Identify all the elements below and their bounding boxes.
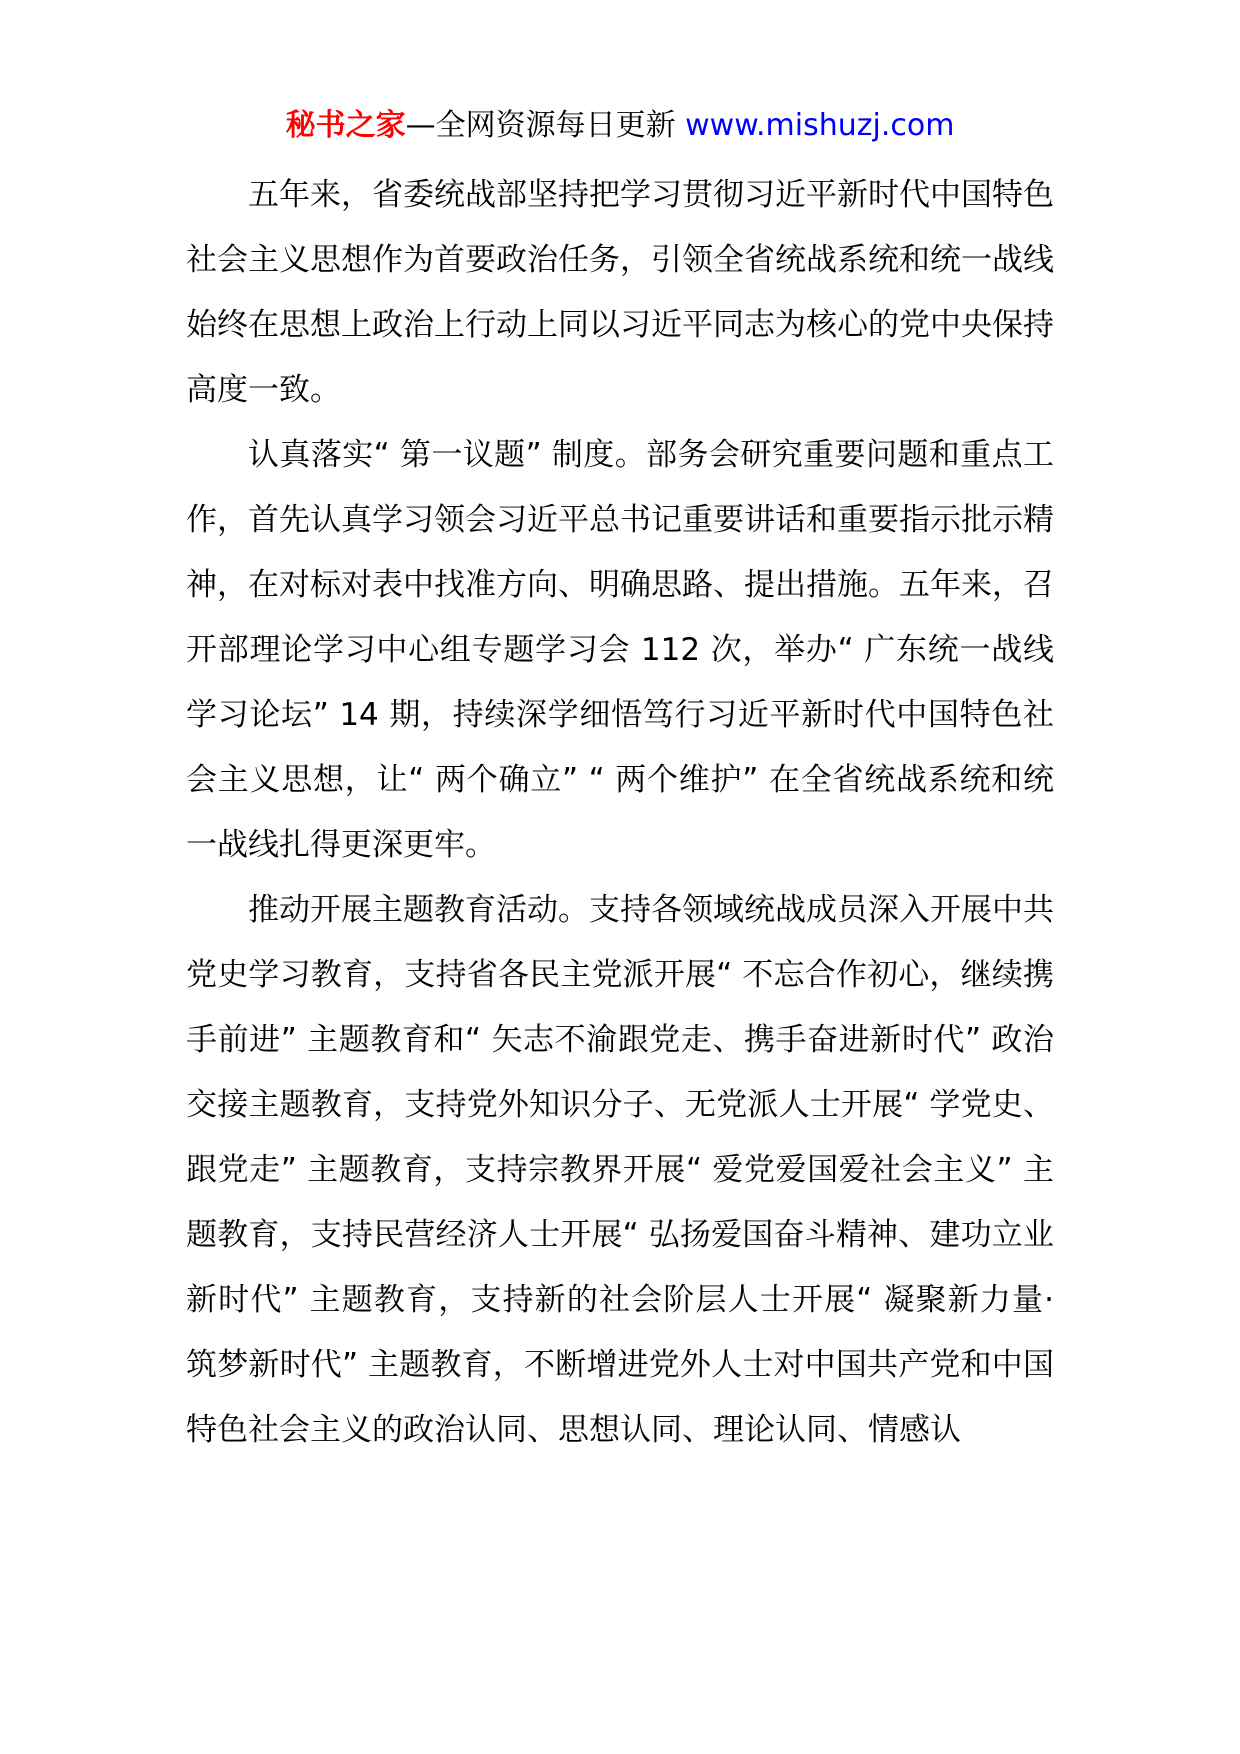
brand-name: 秘书之家 [285,108,406,143]
paragraph: 五年来，省委统战部坚持把学习贯彻习近平新时代中国特色社会主义思想作为首要政治任务，引领全省统战系统和统一战线始终在思想上政治上行动上同以习近平同志为核心的党中央保持高度一致。 [186,177,1054,408]
paragraph: 认真落实“ 第一议题” 制度。部务会研究重要问题和重点工作，首先认真学习领会习近平总书记重要讲话和重要指示批示精神，在对标对表中找准方向、明确思路、提出措施。五年来，召开部理论学习中心组专题学习会 112 次，举办“ 广东统一战线学习论坛” 14 期，持续深学细悟笃行习近平新时代中国特色社会主义思想，让“ 两个确立” “ 两个维护” 在全省统战系统和统一战线扎得更深更牢。 [186,437,1054,863]
document-body [186,163,1054,1463]
paragraph: 推动开展主题教育活动。支持各领域统战成员深入开展中共党史学习教育，支持省各民主党派开展“ 不忘合作初心，继续携手前进” 主题教育和“ 矢志不渝跟党走、携手奋进新时代” 政治交接主题教育，支持党外知识分子、无党派人士开展“ 学党史、跟党走” 主题教育，支持宗教界开展“ 爱党爱国爱社会主义” 主题教育，支持民营经济人士开展“ 弘扬爱国奋斗精神、建功立业新时代” 主题教育，支持新的社会阶层人士开展“ 凝聚新力量· 筑梦新时代” 主题教育，不断增进党外人士对中国共产党和中国特色社会主义的政治认同、思想认同、理论认同、情感认 [186,892,1054,1448]
site-url-link[interactable]: www.mishuzj.com [685,108,955,143]
page-header [0,104,1240,148]
header-tagline: —全网资源每日更新 [405,108,686,143]
